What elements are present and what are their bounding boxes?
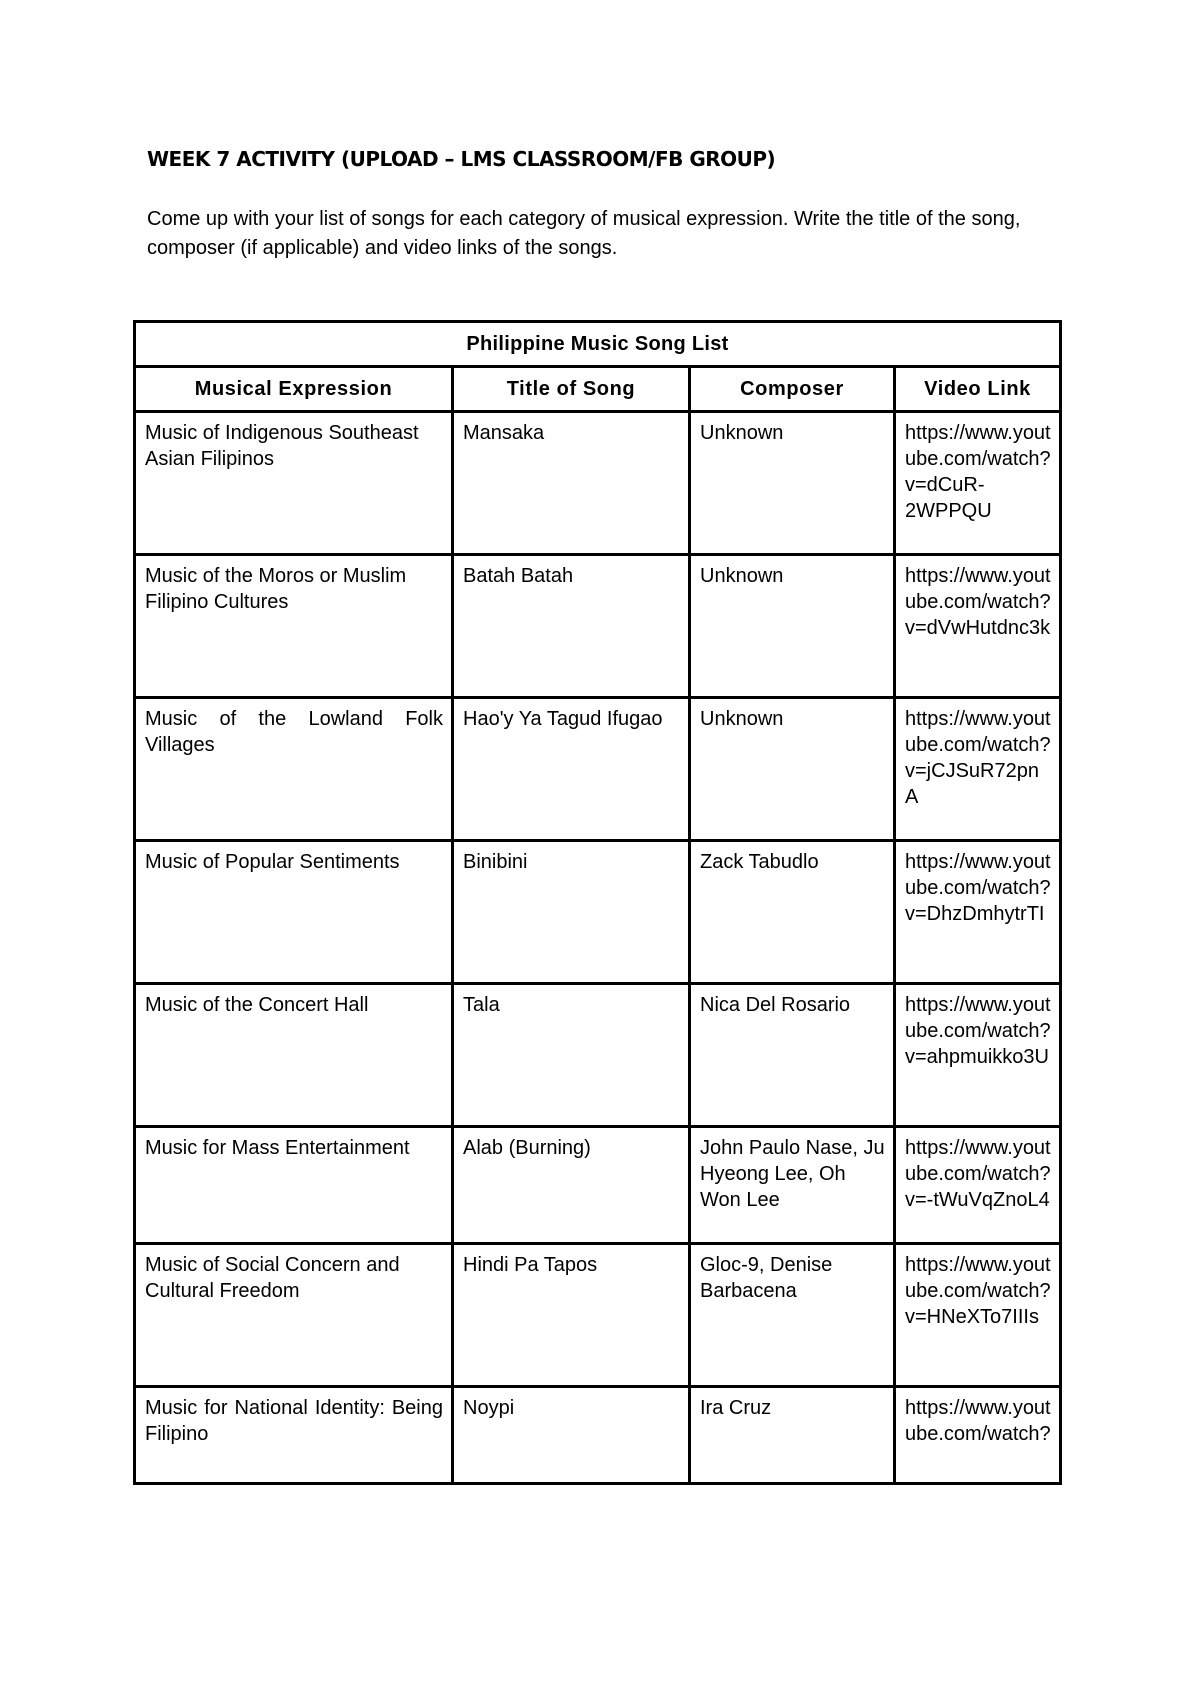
musical-expression-cell: Music of Social Concern and Cultural Freedom [135,1244,453,1387]
column-header-musical-expression: Musical Expression [135,367,453,412]
composer-cell: Ira Cruz [690,1387,895,1484]
table-row [135,1387,1061,1484]
table-row [135,555,1061,698]
song-title-cell: Alab (Burning) [453,1127,690,1244]
composer-cell: Nica Del Rosario [690,984,895,1127]
musical-expression-cell: Music of the Concert Hall [135,984,453,1127]
song-title-cell: Tala [453,984,690,1127]
song-title-cell: Hindi Pa Tapos [453,1244,690,1387]
song-title-cell: Hao'y Ya Tagud Ifugao [453,698,690,841]
musical-expression-cell: Music for Mass Entertainment [135,1127,453,1244]
musical-expression-cell: Music for National Identity: Being Filipino [135,1387,453,1484]
table-header-row [135,367,1061,412]
table-title-row [135,322,1061,367]
video-link-cell[interactable]: https://www.youtube.com/watch? [895,1387,1061,1484]
table-row [135,698,1061,841]
composer-cell: Zack Tabudlo [690,841,895,984]
composer-cell: Unknown [690,698,895,841]
column-header-composer: Composer [690,367,895,412]
activity-heading: WEEK 7 ACTIVITY (UPLOAD – LMS CLASSROOM/FB GROUP) [147,147,776,171]
video-link-cell[interactable]: https://www.youtube.com/watch?v=DhzDmhytrTI [895,841,1061,984]
composer-cell: John Paulo Nase, Ju Hyeong Lee, Oh Won Lee [690,1127,895,1244]
column-header-title-of-song: Title of Song [453,367,690,412]
composer-cell: Unknown [690,555,895,698]
video-link-cell[interactable]: https://www.youtube.com/watch?v=jCJSuR72pnA [895,698,1061,841]
song-title-cell: Noypi [453,1387,690,1484]
table-title: Philippine Music Song List [135,322,1061,367]
musical-expression-cell: Music of the Moros or Muslim Filipino Cultures [135,555,453,698]
table-row [135,841,1061,984]
video-link-cell[interactable]: https://www.youtube.com/watch?v=HNeXTo7IIIs [895,1244,1061,1387]
activity-instructions: Come up with your list of songs for each category of musical expression. Write the title of the song, composer (if applicable) and video links of the songs. [147,208,1021,259]
composer-cell: Unknown [690,412,895,555]
composer-cell: Gloc-9, Denise Barbacena [690,1244,895,1387]
song-title-cell: Binibini [453,841,690,984]
table-row [135,1127,1061,1244]
song-list-table [133,320,1062,1485]
table-row [135,412,1061,555]
song-title-cell: Batah Batah [453,555,690,698]
musical-expression-cell: Music of Indigenous Southeast Asian Filipinos [135,412,453,555]
table-row [135,984,1061,1127]
song-title-cell: Mansaka [453,412,690,555]
video-link-cell[interactable]: https://www.youtube.com/watch?v=dVwHutdnc3k [895,555,1061,698]
musical-expression-cell: Music of the Lowland Folk Villages [135,698,453,841]
musical-expression-cell: Music of Popular Sentiments [135,841,453,984]
video-link-cell[interactable]: https://www.youtube.com/watch?v=ahpmuikko3U [895,984,1061,1127]
video-link-cell[interactable]: https://www.youtube.com/watch?v=-tWuVqZnoL4 [895,1127,1061,1244]
column-header-video-link: Video Link [895,367,1061,412]
table-row [135,1244,1061,1387]
video-link-cell[interactable]: https://www.youtube.com/watch?v=dCuR-2WPPQU [895,412,1061,555]
